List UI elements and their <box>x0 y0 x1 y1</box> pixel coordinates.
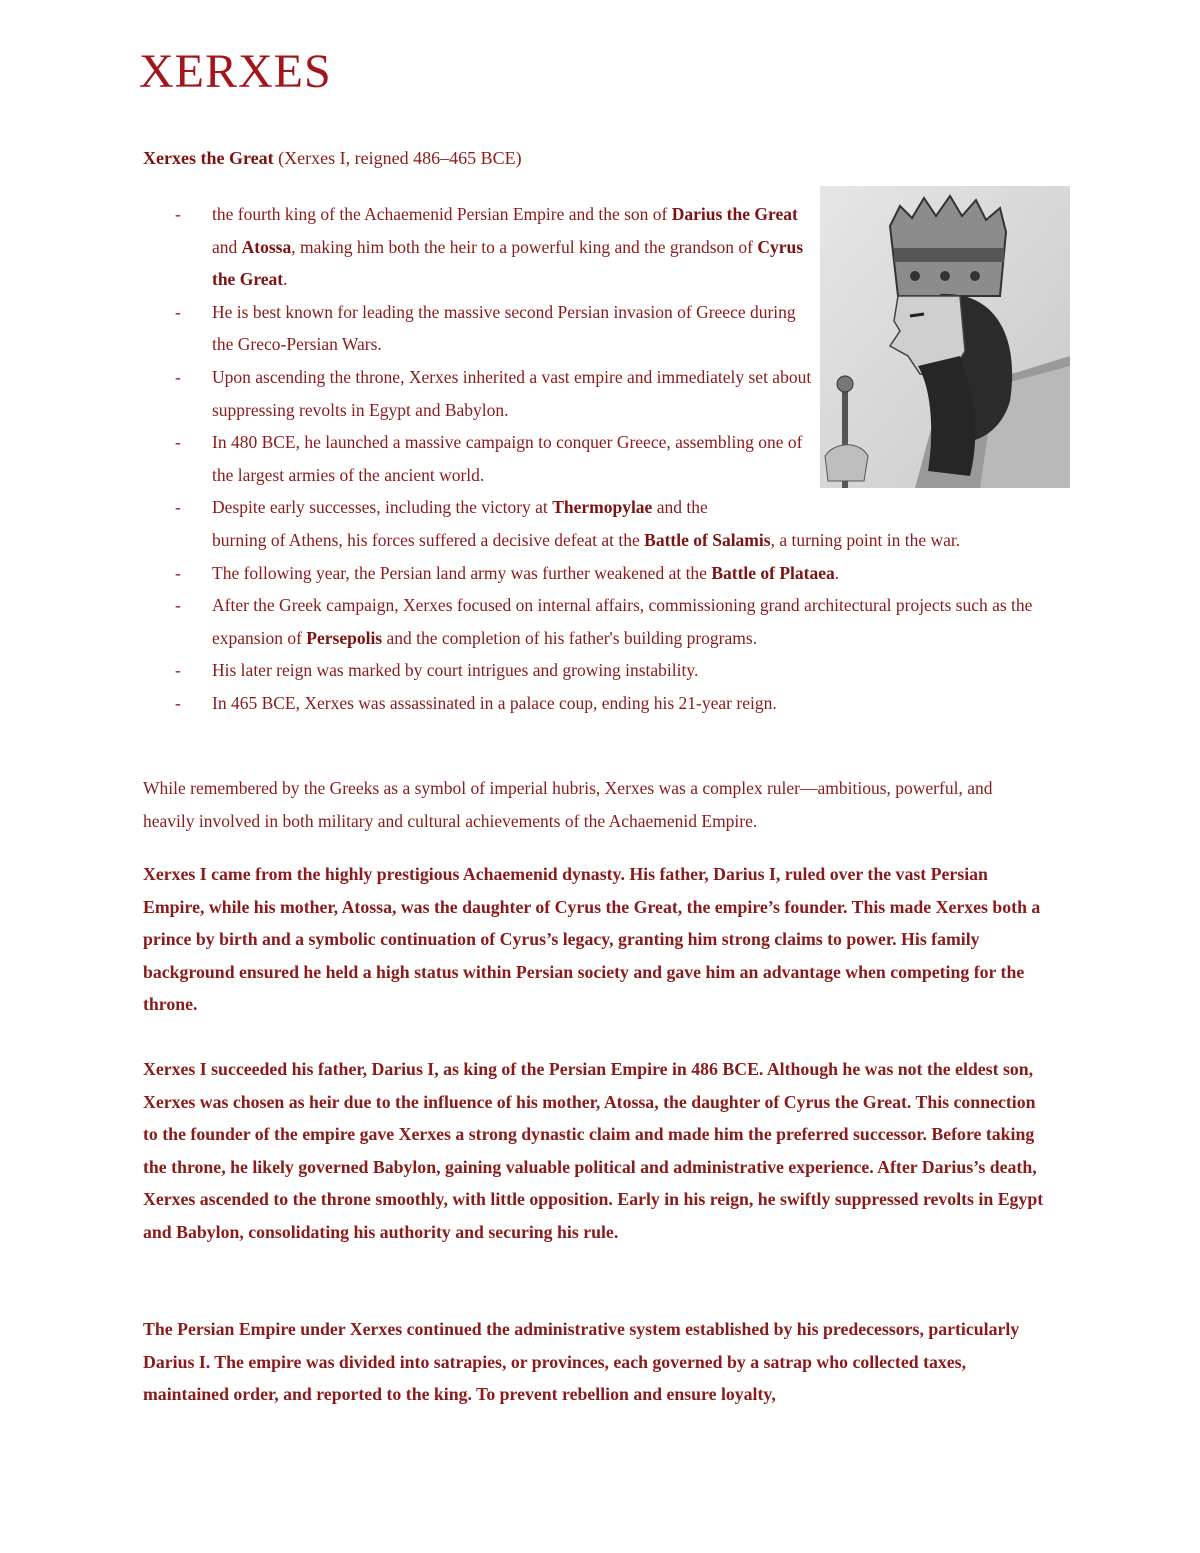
bullet-item <box>143 361 1058 426</box>
bullet-text-segment: In 480 BCE, he launched a massive campaign to conquer Greece, assembling one of the largest armies of the ancient world. <box>212 432 803 485</box>
bullet-text-segment: burning of Athens, his forces suffered a decisive defeat at the <box>212 529 645 550</box>
document-page <box>139 0 1063 1553</box>
bullet-text-segment: , making him both the heir to a powerful king and the grandson of <box>291 236 758 257</box>
bullet-bold-term: Persepolis <box>306 627 383 648</box>
bullet-text-segment: Upon ascending the throne, Xerxes inherited a vast empire and immediately set about suppressing revolts in Egypt and Babylon. <box>212 366 812 420</box>
intro-line <box>143 146 522 170</box>
bullet-dash: - <box>175 562 181 583</box>
bullet-text-segment: His later reign was marked by court intrigues and growing instability. <box>212 660 699 681</box>
bullet-text <box>212 296 812 361</box>
bullet-dash: - <box>175 301 181 322</box>
bullet-text-segment: the fourth king of the Achaemenid Persian Empire and the son of <box>212 204 672 224</box>
bullet-bold-term: Cyrus the Great <box>212 236 804 290</box>
bullet-text-segment: . <box>834 562 840 583</box>
bullet-text <box>212 198 812 296</box>
bullet-item <box>143 687 1058 720</box>
bullet-text-segment: and the completion of his father's building programs. <box>382 627 758 648</box>
bullet-bold-term: Atossa <box>241 236 292 257</box>
bullet-text-segment: and the <box>652 497 708 518</box>
bullet-text <box>212 426 812 491</box>
bullet-bold-term: Thermopylae <box>552 497 653 518</box>
bullet-dash: - <box>175 595 181 616</box>
ancestry-paragraph: Xerxes I came from the highly prestigious Achaemenid dynasty. His father, Darius I, ruled over the vast Persian Empire, while his mother, Atossa, was the daughter of Cyrus the Great, the empire’s founder. This made Xerxes both a prince by birth and a symbolic continuation of Cyrus’s legacy, granting him strong claims to power. His family background ensured he held a high status within Persian society and gave him an advantage when competing for the throne. <box>143 864 1041 1015</box>
bullet-item <box>143 589 1058 654</box>
bullet-bold-term: Battle of Plataea <box>711 562 835 583</box>
bullet-dash: - <box>175 366 181 387</box>
bullet-dash: - <box>175 692 181 713</box>
bullet-text <box>212 491 1062 556</box>
bullet-dash: - <box>175 497 181 518</box>
bullet-item <box>143 654 1058 687</box>
fact-bullet-list <box>143 198 1058 720</box>
bullet-text-segment: The following year, the Persian land army was further weakened at the <box>212 562 712 583</box>
bullet-bold-term: Darius the Great <box>671 204 798 224</box>
bullet-bold-term: Battle of Salamis <box>644 529 771 550</box>
bullet-item <box>143 426 1058 491</box>
bullet-item <box>143 198 1058 296</box>
intro-detail: (Xerxes I, reigned 486–465 BCE) <box>273 148 522 168</box>
bullet-text-segment: Despite early successes, including the victory at <box>212 497 553 518</box>
summary-paragraph: While remembered by the Greeks as a symbol of imperial hubris, Xerxes was a complex ruler—ambitious, powerful, and heavily involved in both military and cultural achievements of the Achaemenid Empire. <box>143 778 993 831</box>
bullet-text-segment: , a turning point in the war. <box>770 529 961 550</box>
bullet-text-segment: and <box>212 236 242 257</box>
bullet-item <box>143 296 1058 361</box>
administration-paragraph: The Persian Empire under Xerxes continued the administrative system established by his predecessors, particularly Darius I. The empire was divided into satrapies, or provinces, each governed by a satrap who collected taxes, maintained order, and reported to the king. To prevent rebellion and ensure loyalty, <box>143 1319 1020 1405</box>
bullet-item <box>143 557 1058 590</box>
bullet-text <box>212 654 1062 687</box>
bullet-text-segment: After the Greek campaign, Xerxes focused on internal affairs, commissioning grand architectural projects such as the expansion of <box>212 595 1033 648</box>
bullet-dash: - <box>175 432 181 453</box>
bullet-dash: - <box>175 204 181 224</box>
intro-name: Xerxes the Great <box>143 148 274 168</box>
bullet-text-segment: . <box>283 269 288 290</box>
page-title: XERXES <box>139 45 332 98</box>
bullet-item <box>143 491 1058 556</box>
bullet-text-segment: In 465 BCE, Xerxes was assassinated in a palace coup, ending his 21-year reign. <box>212 692 777 713</box>
bullet-dash: - <box>175 660 181 681</box>
bullet-text <box>212 361 812 426</box>
bullet-text <box>212 589 1062 654</box>
bullet-text <box>212 687 1062 720</box>
succession-paragraph: Xerxes I succeeded his father, Darius I, as king of the Persian Empire in 486 BCE. Although he was not the eldest son, Xerxes was chosen as heir due to the influence of his mother, Atossa, the daughter of Cyrus the Great. This connection to the founder of the empire gave Xerxes a strong dynastic claim and made him the preferred successor. Before taking the throne, he likely governed Babylon, gaining valuable political and administrative experience. After Darius’s death, Xerxes ascended to the throne smoothly, with little opposition. Early in his reign, he swiftly suppressed revolts in Egypt and Babylon, consolidating his authority and securing his rule. <box>143 1059 1044 1242</box>
bullet-text-segment: He is best known for leading the massive second Persian invasion of Greece during the Greco-Persian Wars. <box>212 301 796 355</box>
bullet-text <box>212 557 1062 590</box>
